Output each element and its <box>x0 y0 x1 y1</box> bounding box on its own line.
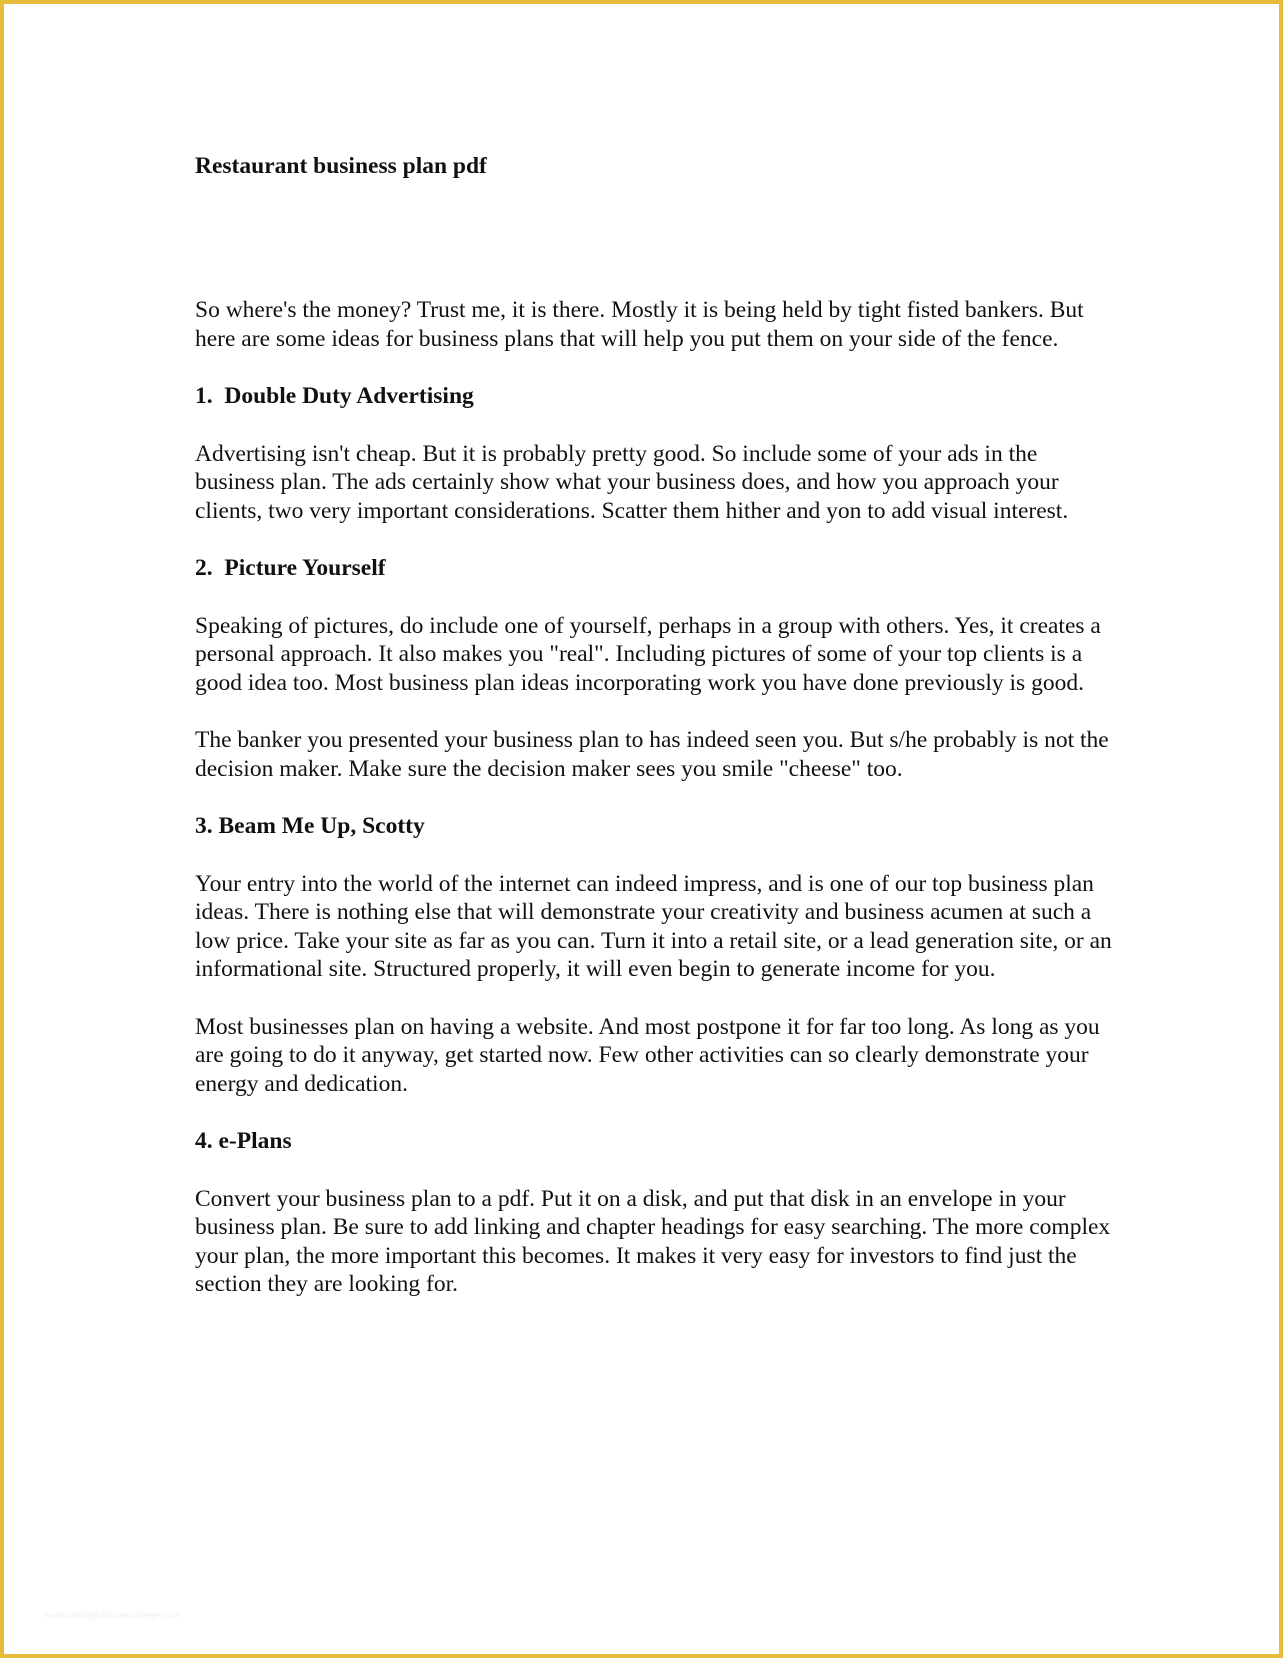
section-paragraph: Your entry into the world of the internet can indeed impress, and is one of our top business plan ideas. There is nothing else that will demonstrate your creativity and business acumen at such a low price. Take your site as far as you can. Turn it into a retail site, or a lead generation site, or an informational site. Structured properly, it will even begin to generate income for you. <box>195 870 1112 982</box>
section-paragraph: Speaking of pictures, do include one of yourself, perhaps in a group with others. Yes, it creates a personal approach. It also makes you "real". Including pictures of some of your top clients is a good idea too. Most business plan ideas incorporating work you have done previously is good. <box>195 612 1101 696</box>
intro-paragraph: So where's the money? Trust me, it is there. Mostly it is being held by tight fisted bankers. But here are some ideas for business plans that will help you put them on your side of the fence. <box>195 297 1084 352</box>
section-paragraph: Most businesses plan on having a website. And most postpone it for far too long. As long as you are going to do it anyway, get started now. Few other activities can so clearly demonstrate your energy and dedication. <box>195 1013 1100 1097</box>
section-paragraph: Advertising isn't cheap. But it is probably pretty good. So include some of your ads in the business plan. The ads certainly show what your business does, and how you approach your clients, two very important considerations. Scatter them hither and yon to add visual interest. <box>195 440 1069 524</box>
section-paragraph: The banker you presented your business plan to has indeed seen you. But s/he probably is not the decision maker. Make sure the decision maker sees you smile "cheese" too. <box>195 727 1109 782</box>
watermark-text: www.heritagechristiancollege.com <box>44 1610 180 1620</box>
section-heading: 2. Picture Yourself <box>195 555 386 581</box>
section-3 <box>195 812 1115 1098</box>
section-heading: 1. Double Duty Advertising <box>195 383 474 409</box>
section-heading: 3. Beam Me Up, Scotty <box>195 813 425 839</box>
section-paragraph: Convert your business plan to a pdf. Put it on a disk, and put that disk in an envelope in your business plan. Be sure to add linking and chapter headings for easy searching. The more complex your plan, the more important this becomes. It makes it very easy for investors to find just the section they are looking for. <box>195 1185 1111 1297</box>
document-page <box>195 152 1115 1328</box>
section-4 <box>195 1127 1115 1299</box>
section-1 <box>195 382 1115 525</box>
section-heading: 4. e-Plans <box>195 1128 292 1154</box>
document-title: Restaurant business plan pdf <box>195 153 487 179</box>
section-2 <box>195 554 1115 783</box>
